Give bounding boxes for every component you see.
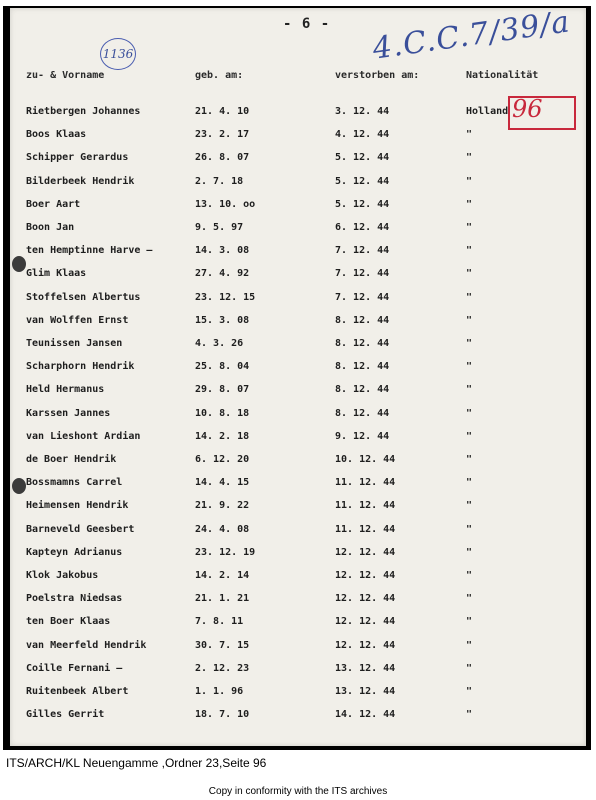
birth-date: 6. 12. 20 xyxy=(195,454,250,465)
nationality: " xyxy=(466,477,473,488)
nationality: " xyxy=(466,268,473,279)
death-date: 5. 12. 44 xyxy=(335,152,390,163)
birth-date: 14. 2. 18 xyxy=(195,431,250,442)
birth-date: 9. 5. 97 xyxy=(195,222,244,233)
header-birth: geb. am: xyxy=(195,70,244,81)
death-date: 8. 12. 44 xyxy=(335,361,390,372)
birth-date: 23. 2. 17 xyxy=(195,129,250,140)
birth-date: 25. 8. 04 xyxy=(195,361,250,372)
nationality: " xyxy=(466,570,473,581)
birth-date: 21. 1. 21 xyxy=(195,593,250,604)
person-name: Rietbergen Johannes xyxy=(26,106,141,117)
person-name: Held Hermanus xyxy=(26,384,105,395)
document-page xyxy=(10,8,586,746)
birth-date: 18. 7. 10 xyxy=(195,709,250,720)
person-name: van Meerfeld Hendrik xyxy=(26,640,147,651)
death-date: 12. 12. 44 xyxy=(335,593,396,604)
person-name: Barneveld Geesbert xyxy=(26,524,135,535)
birth-date: 29. 8. 07 xyxy=(195,384,250,395)
death-date: 8. 12. 44 xyxy=(335,315,390,326)
circled-number: 1136 xyxy=(100,38,136,70)
death-date: 5. 12. 44 xyxy=(335,176,390,187)
death-date: 12. 12. 44 xyxy=(335,570,396,581)
death-date: 11. 12. 44 xyxy=(335,477,396,488)
person-name: Bilderbeek Hendrik xyxy=(26,176,135,187)
person-name: van Lieshont Ardian xyxy=(26,431,141,442)
nationality: " xyxy=(466,315,473,326)
birth-date: 10. 8. 18 xyxy=(195,408,250,419)
birth-date: 4. 3. 26 xyxy=(195,338,244,349)
birth-date: 15. 3. 08 xyxy=(195,315,250,326)
nationality: " xyxy=(466,431,473,442)
death-date: 8. 12. 44 xyxy=(335,384,390,395)
person-name: Ruitenbeek Albert xyxy=(26,686,129,697)
nationality: " xyxy=(466,593,473,604)
person-name: Heimensen Hendrik xyxy=(26,500,129,511)
person-name: ten Hemptinne Harve — xyxy=(26,245,153,256)
birth-date: 26. 8. 07 xyxy=(195,152,250,163)
death-date: 12. 12. 44 xyxy=(335,616,396,627)
birth-date: 14. 2. 14 xyxy=(195,570,250,581)
death-date: 11. 12. 44 xyxy=(335,500,396,511)
nationality: " xyxy=(466,129,473,140)
punch-hole xyxy=(12,256,26,272)
death-date: 3. 12. 44 xyxy=(335,106,390,117)
nationality: " xyxy=(466,245,473,256)
birth-date: 24. 4. 08 xyxy=(195,524,250,535)
birth-date: 21. 4. 10 xyxy=(195,106,250,117)
person-name: Boer Aart xyxy=(26,199,81,210)
nationality: " xyxy=(466,408,473,419)
birth-date: 21. 9. 22 xyxy=(195,500,250,511)
death-date: 11. 12. 44 xyxy=(335,524,396,535)
nationality: " xyxy=(466,361,473,372)
birth-date: 23. 12. 19 xyxy=(195,547,256,558)
nationality: " xyxy=(466,199,473,210)
birth-date: 14. 3. 08 xyxy=(195,245,250,256)
person-name: Klok Jakobus xyxy=(26,570,99,581)
death-date: 13. 12. 44 xyxy=(335,663,396,674)
nationality: " xyxy=(466,547,473,558)
page-number: - 6 - xyxy=(283,16,331,32)
person-name: van Wolffen Ernst xyxy=(26,315,129,326)
header-nationality: Nationalität xyxy=(466,70,539,81)
death-date: 14. 12. 44 xyxy=(335,709,396,720)
nationality: " xyxy=(466,524,473,535)
death-date: 5. 12. 44 xyxy=(335,199,390,210)
death-date: 12. 12. 44 xyxy=(335,547,396,558)
birth-date: 1. 1. 96 xyxy=(195,686,244,697)
person-name: de Boer Hendrik xyxy=(26,454,117,465)
death-date: 7. 12. 44 xyxy=(335,245,390,256)
person-name: Schipper Gerardus xyxy=(26,152,129,163)
person-name: Stoffelsen Albertus xyxy=(26,292,141,303)
archive-reference: 4.C.C.7/39/a xyxy=(370,4,573,67)
nationality: " xyxy=(466,686,473,697)
person-name: Kapteyn Adrianus xyxy=(26,547,123,558)
death-date: 13. 12. 44 xyxy=(335,686,396,697)
nationality: " xyxy=(466,616,473,627)
death-date: 7. 12. 44 xyxy=(335,268,390,279)
person-name: Boos Klaas xyxy=(26,129,87,140)
death-date: 8. 12. 44 xyxy=(335,338,390,349)
birth-date: 23. 12. 15 xyxy=(195,292,256,303)
person-name: ten Boer Klaas xyxy=(26,616,111,627)
nationality: " xyxy=(466,222,473,233)
birth-date: 13. 10. oo xyxy=(195,199,256,210)
birth-date: 14. 4. 15 xyxy=(195,477,250,488)
nationality: " xyxy=(466,384,473,395)
death-date: 10. 12. 44 xyxy=(335,454,396,465)
nationality: " xyxy=(466,338,473,349)
birth-date: 2. 7. 18 xyxy=(195,176,244,187)
punch-hole xyxy=(12,478,26,494)
birth-date: 30. 7. 15 xyxy=(195,640,250,651)
nationality: " xyxy=(466,152,473,163)
death-date: 12. 12. 44 xyxy=(335,640,396,651)
death-date: 4. 12. 44 xyxy=(335,129,390,140)
person-name: Karssen Jannes xyxy=(26,408,111,419)
nationality: Holland xyxy=(466,106,509,117)
birth-date: 7. 8. 11 xyxy=(195,616,244,627)
footer-source: ITS/ARCH/KL Neuengamme ,Ordner 23,Seite 96 xyxy=(6,756,267,770)
person-name: Boon Jan xyxy=(26,222,75,233)
person-name: Bossmamns Carrel xyxy=(26,477,123,488)
person-name: Coille Fernani — xyxy=(26,663,123,674)
birth-date: 2. 12. 23 xyxy=(195,663,250,674)
death-date: 7. 12. 44 xyxy=(335,292,390,303)
nationality: " xyxy=(466,454,473,465)
person-name: Gilles Gerrit xyxy=(26,709,105,720)
death-date: 6. 12. 44 xyxy=(335,222,390,233)
person-name: Scharphorn Hendrik xyxy=(26,361,135,372)
nationality: " xyxy=(466,663,473,674)
nationality: " xyxy=(466,292,473,303)
nationality: " xyxy=(466,640,473,651)
death-date: 9. 12. 44 xyxy=(335,431,390,442)
person-name: Poelstra Niedsas xyxy=(26,593,123,604)
death-date: 8. 12. 44 xyxy=(335,408,390,419)
nationality: " xyxy=(466,500,473,511)
red-page-number: 96 xyxy=(512,95,543,123)
person-name: Glim Klaas xyxy=(26,268,87,279)
birth-date: 27. 4. 92 xyxy=(195,268,250,279)
header-name: zu- & Vorname xyxy=(26,70,105,81)
nationality: " xyxy=(466,176,473,187)
footer-conformity: Copy in conformity with the ITS archives xyxy=(208,786,388,797)
person-name: Teunissen Jansen xyxy=(26,338,123,349)
nationality: " xyxy=(466,709,473,720)
header-death: verstorben am: xyxy=(335,70,420,81)
